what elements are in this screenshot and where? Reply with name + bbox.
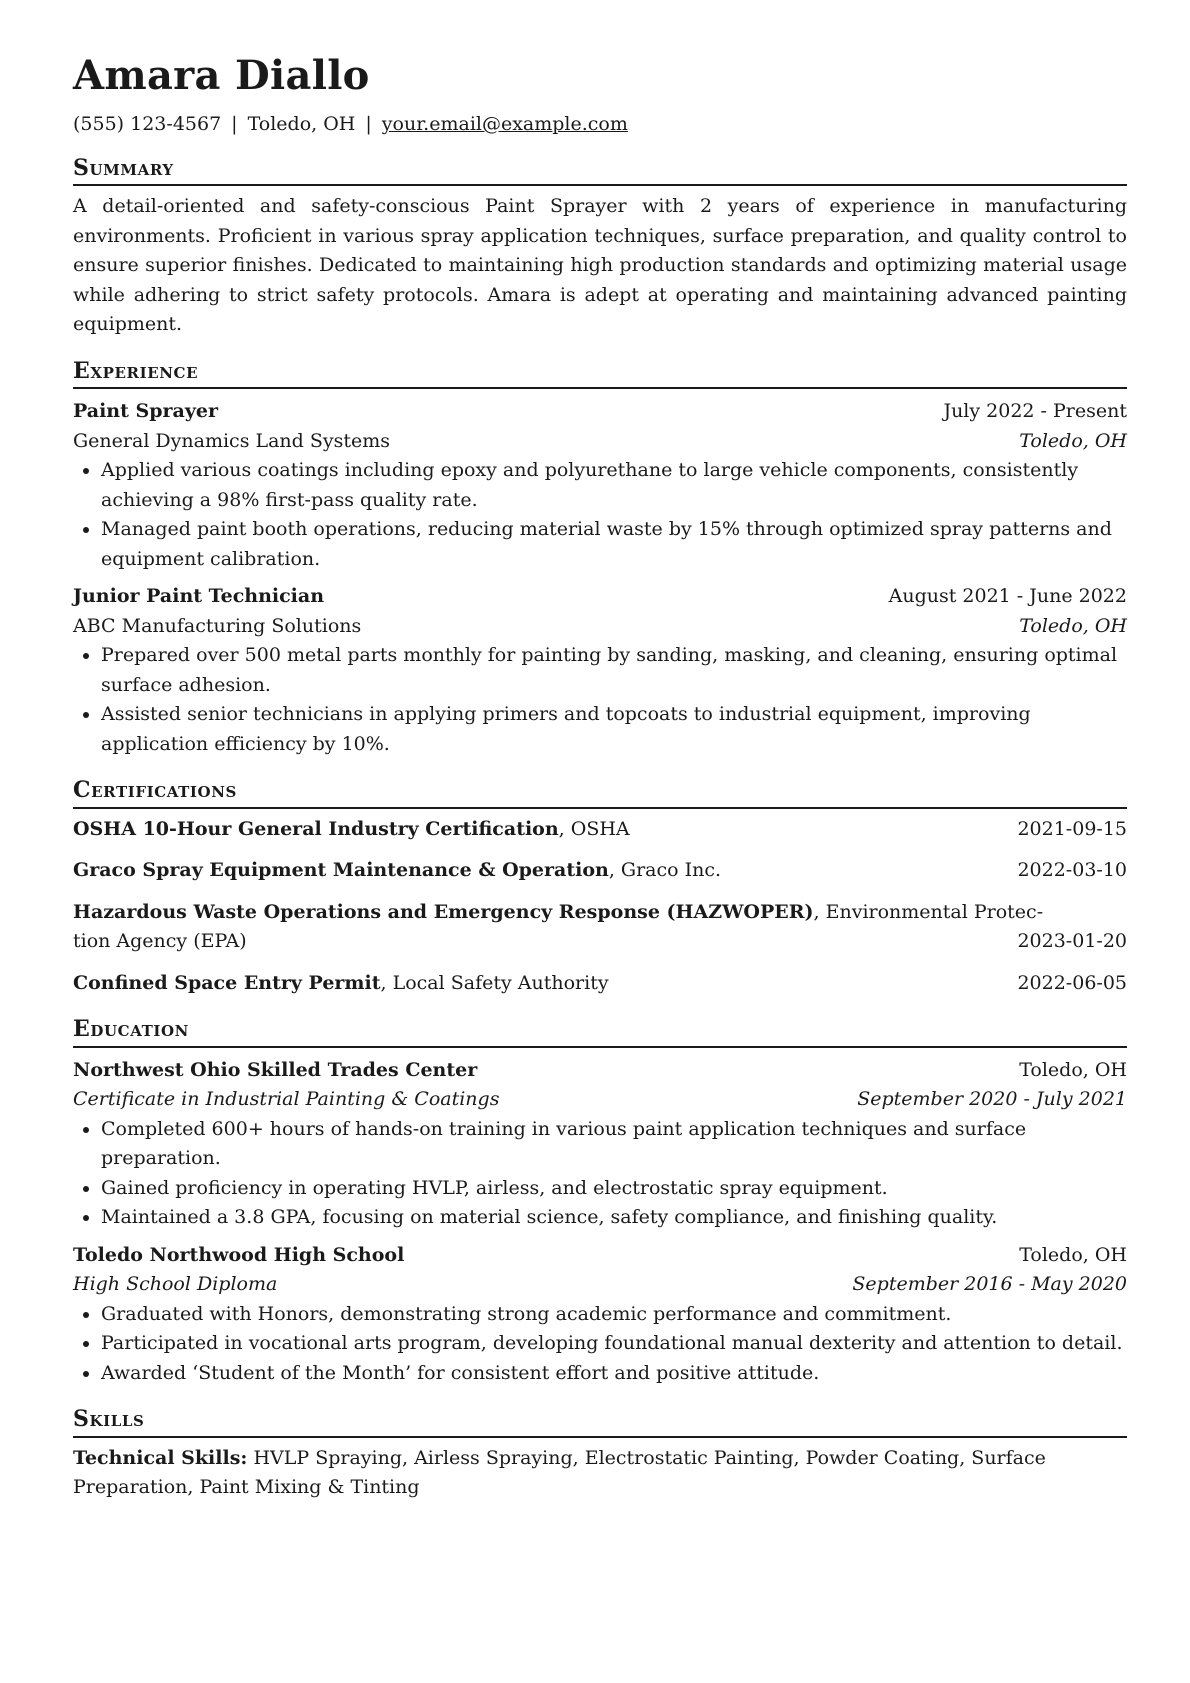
certification-item [73,815,1127,845]
school-name: Northwest Ohio Skilled Trades Center [73,1058,478,1081]
certification-date: 2022-06-05 [1017,971,1127,994]
school-location: Toledo, OH [1019,1243,1127,1266]
certification-issuer: , Local Safety Authority [380,971,609,994]
certification-issuer: , Graco Inc. [608,859,722,882]
list-item: • Awarded ‘Student of the Month’ for consistent effort and positive attitude. [101,1359,1127,1389]
certification-date: 2021-09-15 [1017,817,1127,840]
list-item: • Gained proficiency in operating HVLP, airless, and electrostatic spray equipment. [101,1174,1127,1204]
job-title: Paint Sprayer [73,400,218,423]
candidate-name: Amara Diallo [73,52,370,99]
list-item: • Participated in vocational arts program, developing foundational manual dexterity and attention to detail. [101,1329,1127,1359]
job-dates: August 2021 - June 2022 [888,585,1127,608]
education-bullets [73,1300,1127,1389]
certification-date: 2022-03-10 [1017,859,1127,882]
certification-item [73,969,1127,999]
certification-issuer-continued: tion Agency (EPA) [73,930,247,953]
certification-name: Hazardous Waste Operations and Emergency Response (HAZWOPER) [73,900,814,923]
skills-text [73,1444,1127,1503]
certification-name: Graco Spray Equipment Maintenance & Operation [73,859,609,882]
section-title-summary: Summary [73,155,1127,187]
resume-page [73,52,1127,1503]
list-item: • Managed paint booth operations, reducing material waste by 15% through optimized spray patterns and equipment calibration. [101,515,1127,574]
job-location: Toledo, OH [1019,429,1127,452]
contact-separator: | [231,113,238,135]
certification-name: OSHA 10-Hour General Industry Certification [73,817,559,840]
list-item: • Assisted senior technicians in applying primers and topcoats to industrial equipment, improving application efficiency by 10%. [101,700,1127,759]
education-entry [73,1056,1127,1233]
list-item: • Prepared over 500 metal parts monthly for painting by sanding, masking, and cleaning, ensuring optimal surface adhesion. [101,641,1127,700]
contact-separator: | [365,113,372,135]
job-bullets [73,641,1127,759]
phone-number: (555) 123-4567 [73,113,222,135]
skills-label: Technical Skills: [73,1446,248,1469]
contact-line [73,112,1127,137]
certification-item [73,856,1127,886]
section-title-certifications: Certifications [73,777,1127,809]
job-dates: July 2022 - Present [943,400,1127,423]
email-link[interactable]: your.email@example.com [381,113,628,135]
list-item: • Maintained a 3.8 GPA, focusing on material science, safety compliance, and finishing quality. [101,1203,1127,1233]
degree: Certificate in Industrial Painting & Coatings [73,1088,500,1111]
experience-entry [73,397,1127,574]
certification-name: Confined Space Entry Permit [73,971,381,994]
list-item: • Applied various coatings including epoxy and polyurethane to large vehicle components, consistently achieving a 98% first-pass quality rate. [101,456,1127,515]
education-dates: September 2016 - May 2020 [852,1273,1127,1296]
section-title-education: Education [73,1016,1127,1048]
job-location: Toledo, OH [1019,614,1127,637]
certification-issuer: , Environmental Protec- [813,900,1044,923]
skills-list: HVLP Spraying, Airless Spraying, Electrostatic Painting, Powder Coating, Surface Preparation, Paint Mixing & Tinting [73,1446,1046,1499]
list-item: • Completed 600+ hours of hands-on training in various paint application techniques and surface preparation. [101,1115,1127,1174]
certification-item [73,898,1127,957]
education-entry [73,1241,1127,1389]
school-name: Toledo Northwood High School [73,1243,405,1266]
degree: High School Diploma [73,1273,278,1296]
location: Toledo, OH [247,113,356,135]
education-dates: September 2020 - July 2021 [857,1088,1127,1111]
school-location: Toledo, OH [1019,1058,1127,1081]
job-title: Junior Paint Technician [73,585,325,608]
company-name: General Dynamics Land Systems [73,429,391,452]
experience-entry [73,582,1127,759]
summary-text: A detail-oriented and safety-conscious Paint Sprayer with 2 years of experience in manufacturing environments. Proficient in various spray application techniques, surface preparation, and quality control to ensure superior finishes. Dedicated to maintaining high production standards and optimizing material usage while adhering to strict safety protocols. Amara is adept at operating and maintaining advanced painting equipment. [73,195,1127,336]
job-bullets [73,456,1127,574]
certification-date: 2023-01-20 [1017,930,1127,953]
company-name: ABC Manufacturing Solutions [73,614,362,637]
section-title-skills: Skills [73,1406,1127,1438]
list-item: • Graduated with Honors, demonstrating strong academic performance and commitment. [101,1300,1127,1330]
education-bullets [73,1115,1127,1233]
certification-issuer: , OSHA [558,817,630,840]
section-title-experience: Experience [73,358,1127,390]
